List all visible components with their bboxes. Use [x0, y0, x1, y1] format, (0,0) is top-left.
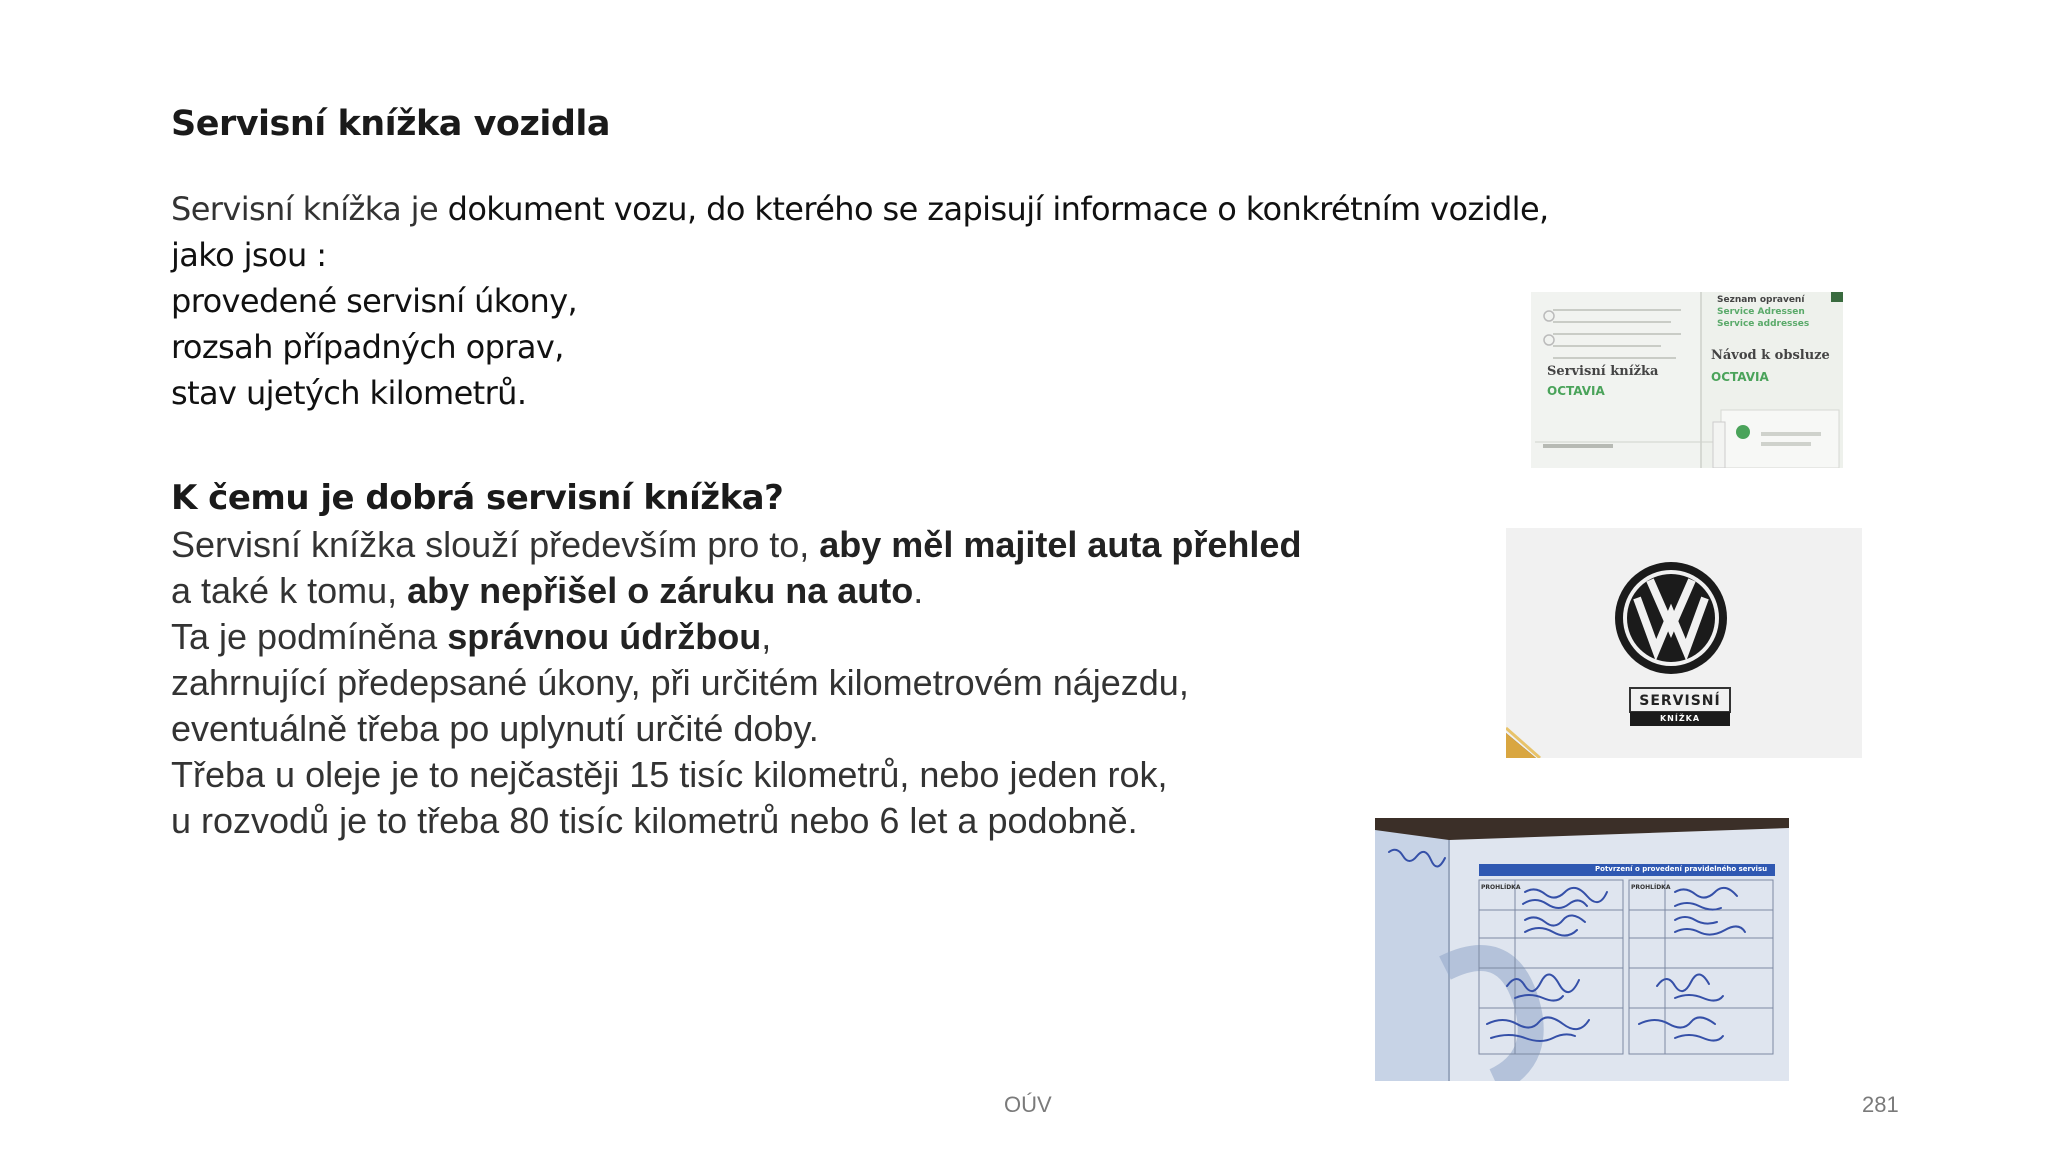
booklet-top-text — [1717, 294, 1809, 330]
intro-line: provedené servisní úkony, — [171, 282, 578, 320]
intro-line: stav ujetých kilometrů. — [171, 374, 527, 412]
body-line: zahrnující předepsané úkony, při určitém kilometrovém nájezdu, — [171, 662, 1189, 703]
body-line: u rozvodů je to třeba 80 tisíc kilometrů nebo 6 let a podobně. — [171, 800, 1138, 841]
vw-logo-icon — [1615, 562, 1727, 674]
booklet-left-title: Servisní knížka — [1547, 364, 1659, 379]
footer-label: OÚV — [1004, 1092, 1052, 1117]
booklet-right-title: Návod k obsluze — [1711, 348, 1830, 363]
records-col1-label: PROHLÍDKA — [1481, 884, 1521, 891]
section-heading: K čemu je dobrá servisní knížka? — [171, 478, 784, 518]
service-booklet-photo — [1531, 292, 1843, 468]
booklet-top-line: Seznam opravení — [1717, 295, 1805, 305]
body-bold: aby nepřišel o záruku na auto — [407, 570, 914, 611]
intro-text — [171, 186, 1549, 416]
body-text: Ta je podmíněna — [171, 616, 448, 657]
body-line: eventuálně třeba po uplynutí určité doby. — [171, 708, 819, 749]
body-line — [171, 614, 1301, 660]
body-bold: správnou údržbou — [447, 616, 762, 657]
page-title: Servisní knížka vozidla — [171, 104, 610, 144]
vw-label-bottom: KNÍŽKA — [1659, 714, 1701, 723]
body-text: . — [913, 570, 924, 611]
section-body — [171, 522, 1301, 844]
body-line: Třeba u oleje je to nejčastěji 15 tisíc kilometrů, nebo jeden rok, — [171, 754, 1168, 795]
intro-line — [171, 186, 1549, 232]
intro-line: jako jsou : — [171, 236, 327, 274]
vw-service-book-photo — [1506, 528, 1862, 758]
body-line — [171, 568, 1301, 614]
booklet-top-line: Service addresses — [1717, 319, 1810, 329]
records-col2-label: PROHLÍDKA — [1631, 884, 1671, 891]
page-number: 281 — [1862, 1092, 1899, 1117]
body-bold: aby měl majitel auta přehled — [819, 524, 1302, 565]
booklet-right-model: OCTAVIA — [1711, 370, 1769, 384]
intro-line1-b: dokument vozu, do kterého se zapisují informace o konkrétním vozidle, — [447, 190, 1549, 228]
records-header: Potvrzení o provedení pravidelného servisu — [1595, 865, 1768, 873]
vw-label-top: SERVISNÍ — [1639, 693, 1721, 709]
booklet-top-line: Service Adressen — [1717, 307, 1805, 317]
service-records-illustration — [1375, 818, 1789, 1081]
body-text: a také k tomu, — [171, 570, 408, 611]
vw-cover-illustration — [1506, 528, 1862, 758]
service-records-photo — [1375, 818, 1789, 1081]
body-text: , — [761, 616, 772, 657]
intro-line1-a: Servisní knížka je — [171, 190, 448, 228]
body-text: Servisní knížka slouží především pro to, — [171, 524, 820, 565]
intro-line: rozsah případných oprav, — [171, 328, 564, 366]
booklet-left-model: OCTAVIA — [1547, 384, 1605, 398]
body-line — [171, 522, 1301, 568]
